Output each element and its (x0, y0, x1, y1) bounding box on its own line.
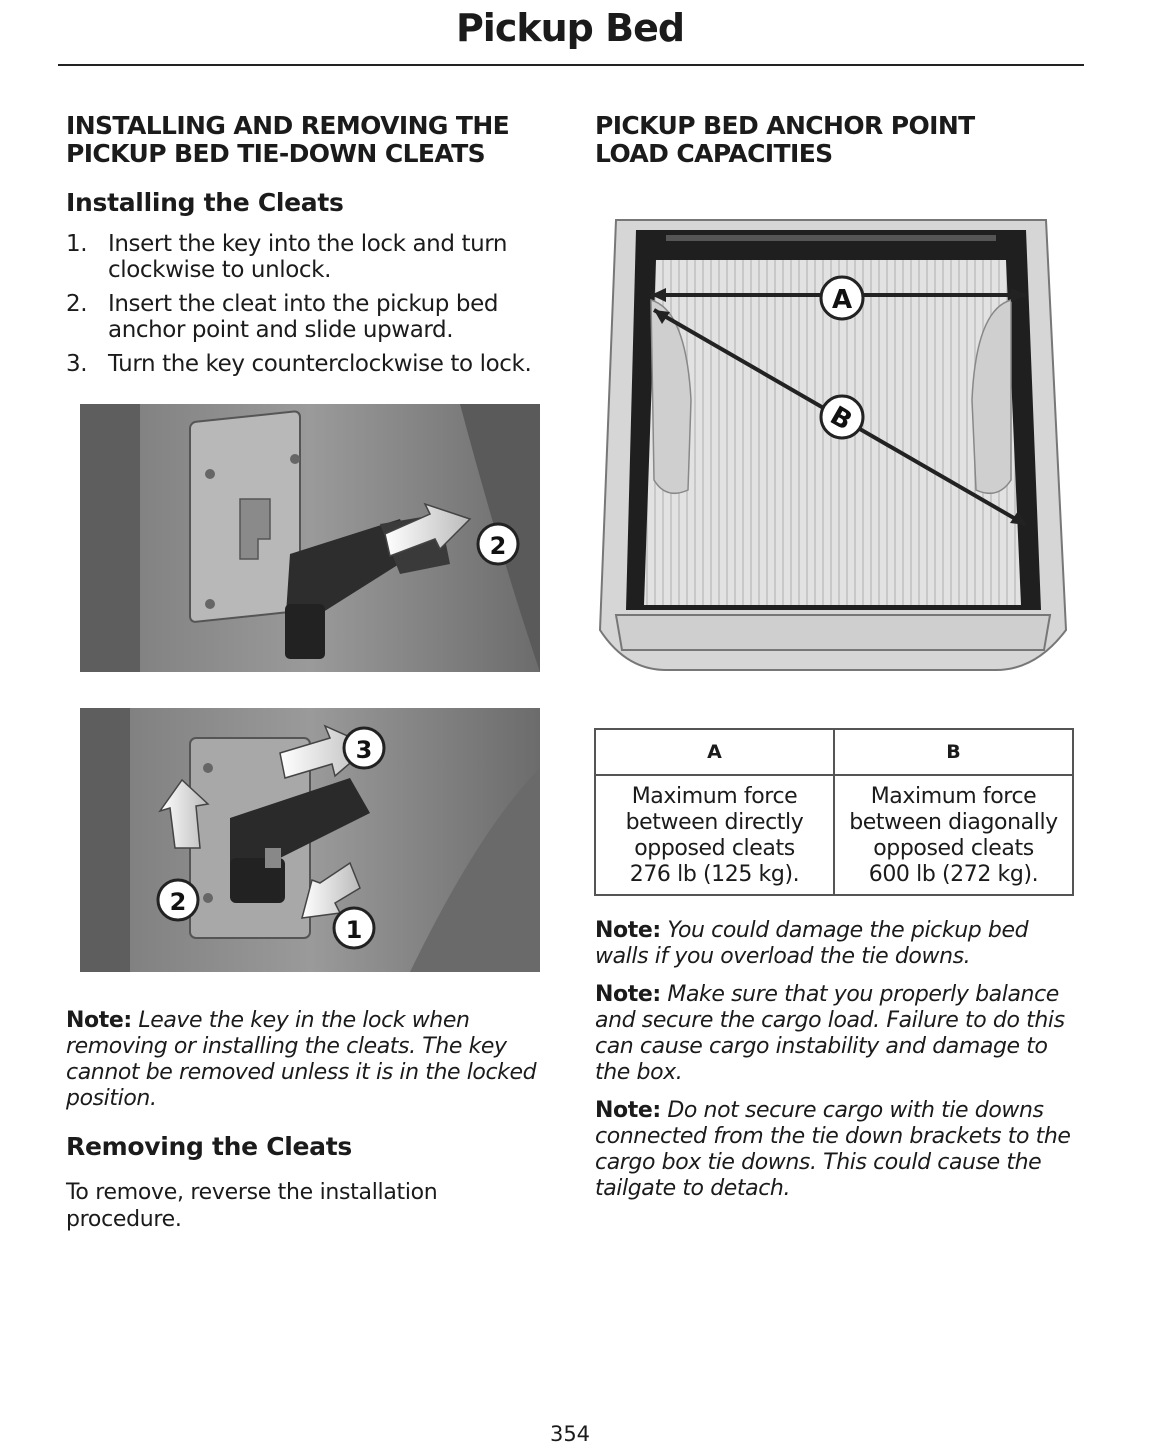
removing-cleats-text: To remove, reverse the installation procedure. (66, 1180, 438, 1232)
install-step: 2. Insert the cleat into the pickup bed anchor point and slide upward. (66, 291, 499, 343)
table-row (595, 775, 1073, 895)
install-step: 1. Insert the key into the lock and turn clockwise to unlock. (66, 231, 508, 283)
right-column (595, 112, 1077, 168)
figure2-callout-3: 3 (355, 736, 373, 764)
left-lower-text (66, 1008, 552, 1233)
figure2-callout-2: 2 (169, 888, 187, 916)
load-capacity-table (594, 728, 1074, 896)
install-step: 3. Turn the key counterclockwise to lock. (66, 351, 532, 377)
bed-label-a: A (831, 285, 853, 315)
note-tailgate: Note: Do not secure cargo with tie downs connected from the tie down brackets to the cargo box tie downs. This could cause the tailgate to detach. (595, 1098, 1071, 1201)
key-note: Note: Leave the key in the lock when removing or installing the cleats. The key cannot be removed unless it is in the locked position. (66, 1008, 537, 1111)
title-divider (58, 64, 1084, 66)
figure2-callout-1: 1 (345, 916, 363, 944)
install-steps-list (66, 231, 552, 377)
installing-removing-heading: INSTALLING AND REMOVING THE PICKUP BED TIE-DOWN CLEATS (66, 111, 510, 168)
page-number: 354 (549, 1422, 591, 1446)
bed-label-b: B (824, 400, 858, 437)
note-balance: Note: Make sure that you properly balance and secure the cargo load. Failure to do this can cause cargo instability and damage to the box. (595, 982, 1065, 1085)
table-cell-b: Maximum force between diagonally opposed cleats 600 lb (272 kg). (834, 775, 1073, 895)
cleat-install-illustration (80, 404, 540, 672)
page-title: Pickup Bed (455, 6, 685, 50)
installing-cleats-heading: Installing the Cleats (66, 188, 344, 217)
note-overload: Note: You could damage the pickup bed walls if you overload the tie downs. (595, 918, 1029, 969)
table-header-a: A (595, 729, 834, 775)
left-column (66, 112, 552, 385)
cleat-remove-illustration (80, 708, 540, 972)
table-header-b: B (834, 729, 1073, 775)
table-cell-a: Maximum force between directly opposed cleats 276 lb (125 kg). (595, 775, 834, 895)
anchor-load-heading: PICKUP BED ANCHOR POINT LOAD CAPACITIES (595, 111, 975, 168)
removing-cleats-heading: Removing the Cleats (66, 1132, 352, 1161)
pickup-bed-illustration (596, 210, 1070, 680)
figure1-callout-2: 2 (489, 532, 507, 560)
right-notes (595, 918, 1077, 1202)
